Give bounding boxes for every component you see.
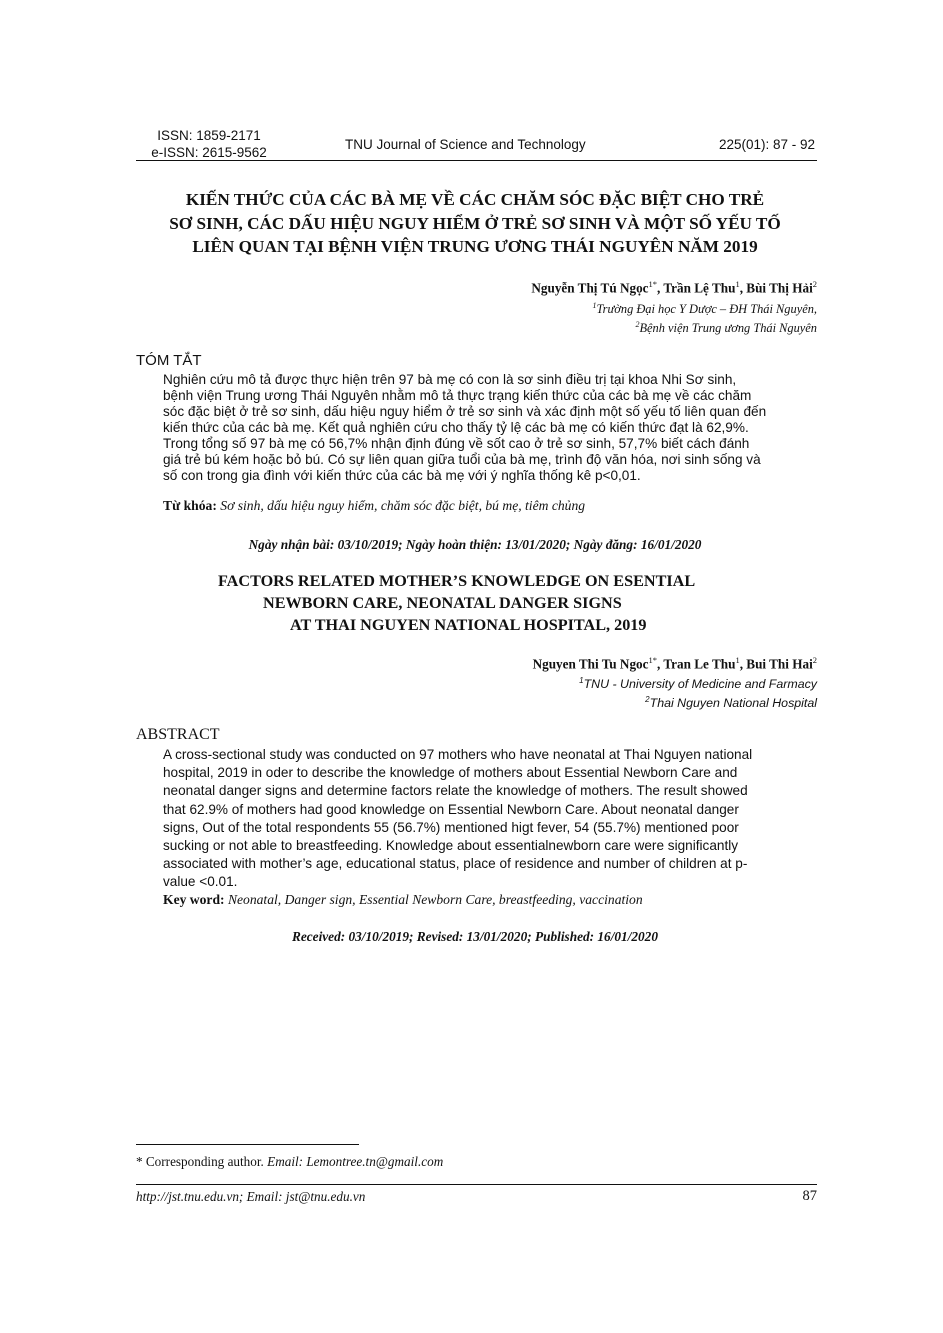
abstract-line: số con trong gia đình với kiến thức của các bà mẹ với ý nghĩa thống kê p<0,01.: [163, 468, 641, 483]
keywords-list: Sơ sinh, dấu hiệu nguy hiểm, chăm sóc đặc biệt, bú mẹ, tiêm chủng: [216, 498, 586, 513]
english-affiliations: [579, 673, 817, 711]
abstract-line: sóc đặc biệt ở trẻ sơ sinh, dấu hiệu nguy hiểm ở trẻ sơ sinh và xác định một số yếu tố liên quan đến: [163, 404, 767, 419]
journal-name: TNU Journal of Science and Technology: [345, 137, 586, 152]
abstract-line: signs, Out of the total respondents 55 (56.7%) mentioned higt fever, 54 (55.7%) mentioned poor: [163, 819, 739, 835]
affiliation-line: [579, 673, 817, 692]
vietnamese-keywords: [163, 498, 843, 514]
corresponding-author-note: [136, 1154, 443, 1170]
vietnamese-title: [120, 188, 830, 259]
affiliation-line: [592, 298, 817, 317]
author-affiliation-mark: 2: [812, 655, 817, 665]
abstract-line: that 62.9% of mothers had good knowledge on Essential Newborn Care. About neonatal danger: [163, 801, 739, 817]
footnote-rule: [136, 1144, 359, 1145]
abstract-line: A cross-sectional study was conducted on 97 mothers who have neonatal at Thai Nguyen national: [163, 747, 753, 762]
english-abstract: [163, 746, 790, 892]
corresponding-author-label: * Corresponding author.: [136, 1154, 268, 1169]
author-name: , Tran Le Thu: [657, 656, 736, 672]
abstract-line: Nghiên cứu mô tả được thực hiện trên 97 bà mẹ có con là sơ sinh điều trị tại khoa Nhi Sơ sinh,: [163, 372, 737, 387]
author-name: , Bùi Thị Hải: [739, 280, 813, 296]
vietnamese-authors: [531, 279, 817, 296]
author-affiliation-mark: 1*: [648, 655, 658, 665]
eissn: e-ISSN: 2615-9562: [151, 145, 267, 160]
abstract-line: giá trẻ bú kém hoặc bỏ bú. Có sự liên quan giữa tuổi của bà mẹ, trình độ văn hóa, nơi sinh sống và: [163, 452, 761, 467]
author-name: Nguyen Thi Tu Ngoc: [532, 656, 649, 672]
abstract-line: value <0.01.: [163, 874, 238, 890]
vietnamese-title-line: LIÊN QUAN TẠI BỆNH VIỆN TRUNG ƯƠNG THÁI NGUYÊN NĂM 2019: [192, 237, 758, 256]
abstract-line: Trong tổng số 97 bà mẹ có 56,7% nhận định đúng về sốt cao ở trẻ sơ sinh, 57,7% biết cách đánh: [163, 436, 750, 451]
corresponding-author-email[interactable]: Email: Lemontree.tn@gmail.com: [267, 1154, 444, 1169]
english-dates: Received: 03/10/2019; Revised: 13/01/2020; Published: 16/01/2020: [292, 929, 658, 944]
keywords-label: Từ khóa:: [163, 498, 217, 513]
abstract-line: neonatal danger signs and determine factors relate the knowledge of mothers. The result showed: [163, 783, 748, 799]
affiliation-line: [592, 317, 817, 336]
footer-links[interactable]: http://jst.tnu.edu.vn; Email: jst@tnu.edu.vn: [136, 1189, 366, 1204]
affiliation-text: TNU - University of Medicine and Farmacy: [583, 677, 817, 692]
vietnamese-title-line: SƠ SINH, CÁC DẤU HIỆU NGUY HIỂM Ở TRẺ SƠ SINH VÀ MỘT SỐ YẾU TỐ: [169, 213, 781, 233]
vietnamese-dates: Ngày nhận bài: 03/10/2019; Ngày hoàn thiện: 13/01/2020; Ngày đăng: 16/01/2020: [248, 537, 702, 552]
author-name: , Trần Lệ Thu: [657, 280, 736, 296]
english-abstract-heading: ABSTRACT: [136, 726, 220, 743]
author-affiliation-mark: 1*: [648, 279, 658, 289]
footer-rule: [136, 1184, 817, 1185]
affiliation-text: Bệnh viện Trung ương Thái Nguyên: [639, 321, 817, 336]
keywords-label: Key word:: [163, 892, 225, 907]
affiliation-line: [579, 692, 817, 711]
abstract-line: hospital, 2019 in oder to describe the knowledge of mothers about Essential Newborn Care and: [163, 765, 738, 781]
english-authors: [533, 655, 817, 672]
header-rule: [136, 160, 817, 161]
author-affiliation-mark: 1: [735, 655, 740, 665]
keywords-list: Neonatal, Danger sign, Essential Newborn Care, breastfeeding, vaccination: [224, 892, 643, 907]
issn-block: [144, 127, 274, 161]
affiliation-text: Trường Đại học Y Dược – ĐH Thái Nguyên,: [596, 302, 817, 317]
vietnamese-abstract: [163, 372, 790, 484]
affiliation-mark: 1: [579, 676, 584, 685]
abstract-line: associated with mother’s age, educational status, place of residence and number of children at p-: [163, 856, 748, 872]
vietnamese-affiliations: [592, 298, 817, 336]
affiliation-text: Thai Nguyen National Hospital: [649, 696, 817, 711]
affiliation-mark: 1: [592, 301, 597, 310]
author-name: Nguyễn Thị Tú Ngọc: [531, 280, 649, 296]
affiliation-mark: 2: [645, 695, 650, 705]
abstract-line: bệnh viện Trung ương Thái Nguyên nhằm mô tả thực trạng kiến thức của các bà mẹ về các chăm: [163, 388, 752, 403]
author-affiliation-mark: 2: [812, 279, 817, 289]
vietnamese-abstract-heading: TÓM TẮT: [136, 352, 202, 369]
vietnamese-title-line: KIẾN THỨC CỦA CÁC BÀ MẸ VỀ CÁC CHĂM SÓC ĐẶC BIỆT CHO TRẺ: [185, 190, 765, 209]
english-title-line: FACTORS RELATED MOTHER’S KNOWLEDGE ON ESENTIAL: [218, 572, 696, 590]
english-title-line: AT THAI NGUYEN NATIONAL HOSPITAL, 2019: [290, 616, 647, 634]
english-title-line: NEWBORN CARE, NEONATAL DANGER SIGNS: [263, 594, 622, 612]
abstract-line: kiến thức của các bà mẹ. Kết quả nghiên cứu cho thấy tỷ lệ các bà mẹ có kiến thức đạt là 62,9%.: [163, 420, 749, 435]
issn: ISSN: 1859-2171: [157, 128, 261, 143]
page-number: 87: [802, 1188, 817, 1204]
affiliation-mark: 2: [635, 320, 640, 330]
author-affiliation-mark: 1: [735, 279, 740, 289]
abstract-line: sucking or not able to breastfeeding. Knowledge about essentialnewborn care were significantly: [163, 838, 739, 854]
volume-pages: 225(01): 87 - 92: [718, 137, 815, 152]
english-keywords: [163, 892, 843, 908]
author-name: , Bui Thi Hai: [739, 656, 813, 672]
